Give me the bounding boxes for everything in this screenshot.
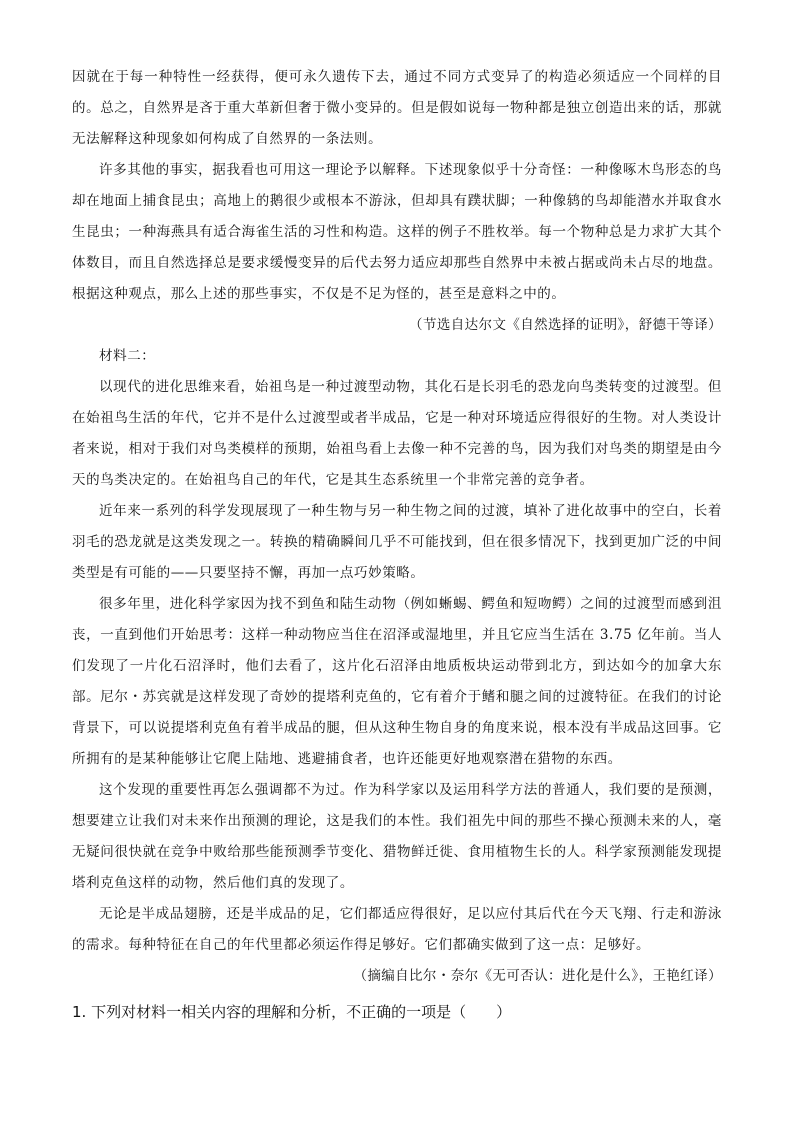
material1-paragraph-2: 许多其他的事实，据我看也可用这一理论予以解释。下述现象似乎十分奇怪：一种像啄木鸟形态的鸟却在地面上捕食昆虫；高地上的鹅很少或根本不游泳，但却具有蹼状脚；一种像鸫的鸟却能潜水并取食水生昆虫；一种海燕具有适合海雀生活的习性和构造。这样的例子不胜枚举。每一个物种总是力求扩大其个体数目，而且自然选择总是要求缓慢变异的后代去努力适应却那些自然界中未被占据或尚未占尽的地盘。根据这种观点，那么上述的那些事实，不仅是不足为怪的，甚至是意料之中的。: [72, 162, 722, 302]
material2-paragraph-1: 以现代的进化思维来看，始祖鸟是一种过渡型动物，其化石是长羽毛的恐龙向鸟类转变的过渡型。但在始祖鸟生活的年代，它并不是什么过渡型或者半成品，它是一种对环境适应得很好的生物。对人类设计者来说，相对于我们对鸟类模样的预期，始祖鸟看上去像一种不完善的鸟，因为我们对鸟类的期望是由今天的鸟类决定的。在始祖鸟自己的年代，它是其生态系统里一个非常完善的竞争者。: [72, 379, 722, 488]
material2-paragraph-4: 这个发现的重要性再怎么强调都不为过。作为科学家以及运用科学方法的普通人，我们要的是预测，想要建立让我们对未来作出预测的理论，这是我们的本性。我们祖先中间的那些不操心预测未来的人，毫无疑问很快就在竞争中败给那些能预测季节变化、猎物鲜迁徙、食用植物生长的人。科学家预测能发现提塔利克鱼这样的动物，然后他们真的发现了。: [72, 782, 722, 891]
material2-paragraph-2: 近年来一系列的科学发现展现了一种生物与另一种生物之间的过渡，填补了进化故事中的空白，长着羽毛的恐龙就是这类发现之一。转换的精确瞬间几乎不可能找到，但在很多情况下，找到更加广泛的中间类型是有可能的——只要坚持不懈，再加一点巧妙策略。: [72, 503, 722, 581]
material2-source: （摘编自比尔・奈尔《无可否认：进化是什么》，王艳红译）: [353, 968, 722, 984]
material2-label: 材料二：: [99, 348, 156, 364]
question-1: 1. 下列对材料一相关内容的理解和分析，不正确的一项是（ ）: [72, 1003, 512, 1021]
material2-paragraph-3: 很多年里，进化科学家因为找不到鱼和陆生动物（例如蜥蜴、鳄鱼和短吻鳄）之间的过渡型而感到沮丧，一直到他们开始思考：这样一种动物应当住在沼泽或湿地里，并且它应当生活在 3.75 亿年前。当人们发现了一片化石沼泽时，他们去看了，这片化石沼泽由地质板块运动带到北方，到达如今的加拿大东部。尼尔・苏宾就是这样发现了奇妙的提塔利克鱼的，它有着介于鳍和腿之间的过渡特征。在我们的讨论背景下，可以说提塔利克鱼有着半成品的腿，但从这种生物自身的角度来说，根本没有半成品这回事。它所拥有的是某种能够让它爬上陆地、逃避捕食者，也许还能更好地观察潜在猎物的东西。: [72, 596, 722, 767]
material1-source: （节选自达尔文《自然选择的证明》，舒德干等译）: [409, 317, 722, 333]
material2-paragraph-5: 无论是半成品翅膀，还是半成品的足，它们都适应得很好，足以应付其后代在今天飞翔、行走和游泳的需求。每种特征在自己的年代里都必须运作得足够好。它们都确实做到了这一点：足够好。: [72, 906, 722, 953]
material1-paragraph-1: 因就在于每一种特性一经获得，便可永久遗传下去，通过不同方式变异了的构造必须适应一个同样的目的。总之，自然界是吝于重大革新但奢于微小变异的。但是假如说每一物种都是独立创造出来的话，那就无法解释这种现象如何构成了自然界的一条法则。: [72, 69, 722, 147]
